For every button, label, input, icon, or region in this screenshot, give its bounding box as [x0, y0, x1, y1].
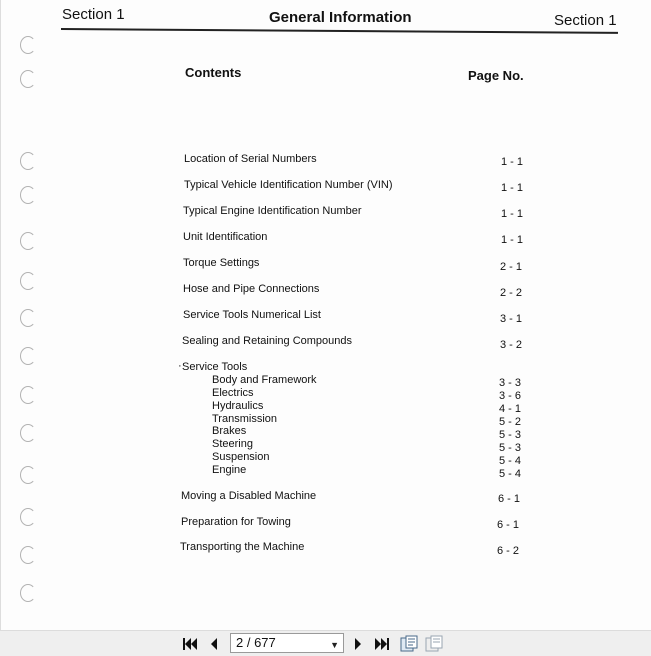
toc-entry-page: 6 - 2	[497, 545, 520, 557]
last-page-icon[interactable]	[374, 637, 390, 651]
toc-sub-entry-title: Electrics	[212, 387, 254, 399]
viewer-toolbar	[0, 630, 651, 656]
page-no-heading: Page No.	[468, 68, 524, 83]
toc-entry-title: Hose and Pipe Connections	[183, 283, 320, 295]
toc-entry-page: 3 - 2	[500, 339, 523, 351]
toc-sub-entry-page: 5 - 3	[499, 429, 522, 441]
toc-group-title: Service Tools	[182, 361, 248, 373]
toc-sub-entry-title: Body and Framework	[212, 374, 317, 386]
toc-entry-page: 6 - 1	[498, 493, 521, 505]
toc-entry-title: Location of Serial Numbers	[184, 153, 317, 165]
toc-entry-title: Torque Settings	[183, 257, 260, 269]
header-section-right: Section 1	[554, 12, 617, 29]
toc-sub-entry-title: Engine	[212, 464, 247, 476]
toc-entry-page: 6 - 1	[497, 519, 520, 531]
toc-sub-entry-page: 5 - 2	[499, 416, 522, 428]
toc-sub-entry-page: 4 - 1	[499, 403, 522, 415]
toc-entry-page: 1 - 1	[501, 156, 524, 168]
toc-sub-entry-title: Suspension	[212, 451, 270, 463]
toc-group-bullet: ·	[178, 360, 182, 372]
toc-entry-page: 3 - 1	[500, 313, 523, 325]
toc-entry-page: 2 - 1	[500, 261, 523, 273]
fit-page-icon[interactable]	[400, 635, 418, 653]
toc-sub-entry-title: Steering	[212, 438, 253, 450]
next-page-icon[interactable]	[352, 637, 364, 651]
toc-sub-entry-page: 5 - 4	[499, 468, 522, 480]
header-section-left: Section 1	[62, 6, 125, 23]
toc-entry-title: Moving a Disabled Machine	[181, 490, 317, 502]
fit-width-icon[interactable]	[425, 635, 443, 653]
toc-sub-entry-page: 3 - 3	[499, 377, 522, 389]
toc-sub-entry-title: Hydraulics	[212, 400, 264, 412]
contents-heading: Contents	[185, 65, 242, 80]
toc-entry-title: Preparation for Towing	[181, 516, 291, 528]
toc-sub-entry-title: Brakes	[212, 425, 247, 437]
first-page-icon[interactable]	[182, 637, 198, 651]
toc-sub-entry-title: Transmission	[212, 413, 277, 425]
table-of-contents	[1, 0, 651, 630]
page-number-select[interactable]	[230, 633, 344, 653]
toc-entry-title: Unit Identification	[183, 231, 268, 243]
toc-entry-page: 1 - 1	[501, 234, 524, 246]
toc-entry-page: 2 - 2	[500, 287, 523, 299]
chevron-down-icon: ▼	[330, 640, 339, 650]
toc-entry-title: Service Tools Numerical List	[183, 309, 321, 321]
toc-entry-title: Typical Engine Identification Number	[183, 205, 362, 217]
page-indicator: 2 / 677	[236, 635, 276, 650]
toc-entry-page: 1 - 1	[501, 208, 524, 220]
prev-page-icon[interactable]	[208, 637, 220, 651]
page-title: General Information	[269, 9, 412, 26]
toc-sub-entry-page: 5 - 4	[499, 455, 522, 467]
toc-entry-title: Sealing and Retaining Compounds	[182, 335, 353, 347]
toc-entry-page: 1 - 1	[501, 182, 524, 194]
toc-entry-title: Transporting the Machine	[180, 541, 305, 553]
toc-entry-title: Typical Vehicle Identification Number (VIN)	[184, 179, 393, 191]
toc-sub-entry-page: 3 - 6	[499, 390, 522, 402]
toc-sub-entry-page: 5 - 3	[499, 442, 522, 454]
